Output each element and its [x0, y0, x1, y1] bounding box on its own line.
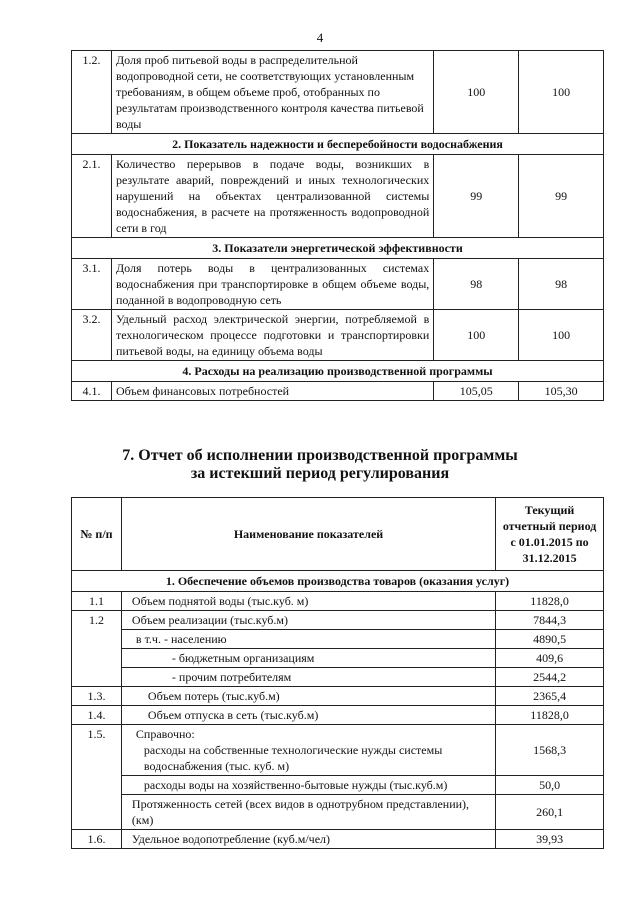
row-value: 11828,0 — [496, 592, 604, 611]
row-number: 1.4. — [72, 706, 122, 725]
row-number: 1.2. — [72, 51, 112, 134]
row-text: Доля потерь воды в централизованных системах водоснабжения при транспортировке в общем объеме воды, поданной в водопроводную сеть — [111, 259, 433, 310]
row-text: Удельное водопотребление (куб.м/чел) — [121, 830, 495, 849]
row-value: 260,1 — [496, 795, 604, 830]
row-text: Протяженность сетей (всех видов в однотрубном представлении), (км) — [121, 795, 495, 830]
row-number: 1.2 — [72, 611, 122, 687]
table-row — [72, 668, 604, 687]
section-heading: 3. Показатели энергетической эффективности — [72, 238, 604, 259]
row-value: 1568,3 — [496, 725, 604, 776]
table-row — [72, 687, 604, 706]
report-title — [0, 447, 640, 483]
reference-text: расходы на собственные технологические нужды системы водоснабжения (тыс. куб. м) — [143, 743, 443, 773]
row-value: 409,6 — [496, 649, 604, 668]
table-row — [72, 155, 604, 238]
report-title-line-2: за истекший период регулирования — [190, 465, 450, 482]
reference-label: Справочно: — [135, 727, 195, 741]
table-row — [72, 725, 604, 776]
table-row — [72, 51, 604, 134]
row-text: Объем реализации (тыс.куб.м) — [121, 611, 495, 630]
section-row — [72, 238, 604, 259]
row-number: 1.6. — [72, 830, 122, 849]
row-text: - бюджетным организациям — [121, 649, 495, 668]
row-value-1: 98 — [434, 259, 519, 310]
section-row — [72, 571, 604, 592]
report-title-line-1: 7. Отчет об исполнении производственной программы — [122, 447, 518, 464]
table-row — [72, 706, 604, 725]
row-text — [121, 725, 495, 776]
table-row — [72, 310, 604, 361]
row-number: 4.1. — [72, 382, 112, 401]
page-number: 4 — [316, 30, 324, 45]
table-row — [72, 259, 604, 310]
row-value-1: 100 — [434, 310, 519, 361]
table-row — [72, 382, 604, 401]
row-value: 39,93 — [496, 830, 604, 849]
section-row — [72, 134, 604, 155]
table-row — [72, 649, 604, 668]
row-value-1: 105,05 — [434, 382, 519, 401]
row-value-2: 98 — [519, 259, 604, 310]
row-value: 2365,4 — [496, 687, 604, 706]
row-text: Удельный расход электрической энергии, потребляемой в технологическом процессе подготовки и транспортировки питьевой воды, на единицу объема воды — [111, 310, 433, 361]
row-number: 1.5. — [72, 725, 122, 830]
row-text: Объем финансовых потребностей — [111, 382, 433, 401]
row-text: в т.ч. - населению — [121, 630, 495, 649]
section-heading: 2. Показатель надежности и бесперебойности водоснабжения — [72, 134, 604, 155]
section-heading: 4. Расходы на реализацию производственной программы — [72, 361, 604, 382]
indicators-table — [71, 50, 604, 401]
row-value: 11828,0 — [496, 706, 604, 725]
row-number: 1.1 — [72, 592, 122, 611]
row-number: 3.1. — [72, 259, 112, 310]
row-value: 2544,2 — [496, 668, 604, 687]
row-value-1: 100 — [434, 51, 519, 134]
header-name: Наименование показателей — [121, 498, 495, 571]
header-row — [72, 498, 604, 571]
table-row — [72, 630, 604, 649]
table-row — [72, 795, 604, 830]
row-value-2: 99 — [519, 155, 604, 238]
report-table — [71, 497, 604, 849]
row-number: 3.2. — [72, 310, 112, 361]
section-row — [72, 361, 604, 382]
table-row — [72, 592, 604, 611]
row-value-2: 100 — [519, 51, 604, 134]
table-row — [72, 776, 604, 795]
row-value-2: 105,30 — [519, 382, 604, 401]
row-number: 2.1. — [72, 155, 112, 238]
header-value: Текущий отчетный период с 01.01.2015 по 31.12.2015 — [496, 498, 604, 571]
row-text: Объем потерь (тыс.куб.м) — [121, 687, 495, 706]
row-text: Доля проб питьевой воды в распределительной водопроводной сети, не соответствующих установленным требованиям, в общем объеме проб, отобранных по результатам производственного контроля качества питьевой воды — [111, 51, 433, 134]
row-text: Количество перерывов в подаче воды, возникших в результате аварий, повреждений и иных технологических нарушений на объектах централизованной системы водоснабжения, в расчете на протяженность водопроводной сети в год — [111, 155, 433, 238]
row-value-2: 100 — [519, 310, 604, 361]
row-text: Объем поднятой воды (тыс.куб. м) — [121, 592, 495, 611]
section-heading: 1. Обеспечение объемов производства товаров (оказания услуг) — [72, 571, 604, 592]
row-value: 50,0 — [496, 776, 604, 795]
row-value: 4890,5 — [496, 630, 604, 649]
row-value-1: 99 — [434, 155, 519, 238]
row-text: - прочим потребителям — [121, 668, 495, 687]
row-text: Объем отпуска в сеть (тыс.куб.м) — [121, 706, 495, 725]
row-value: 7844,3 — [496, 611, 604, 630]
row-text: расходы воды на хозяйственно-бытовые нужды (тыс.куб.м) — [121, 776, 495, 795]
table-row — [72, 611, 604, 630]
row-number: 1.3. — [72, 687, 122, 706]
header-num: № п/п — [72, 498, 122, 571]
table-row — [72, 830, 604, 849]
